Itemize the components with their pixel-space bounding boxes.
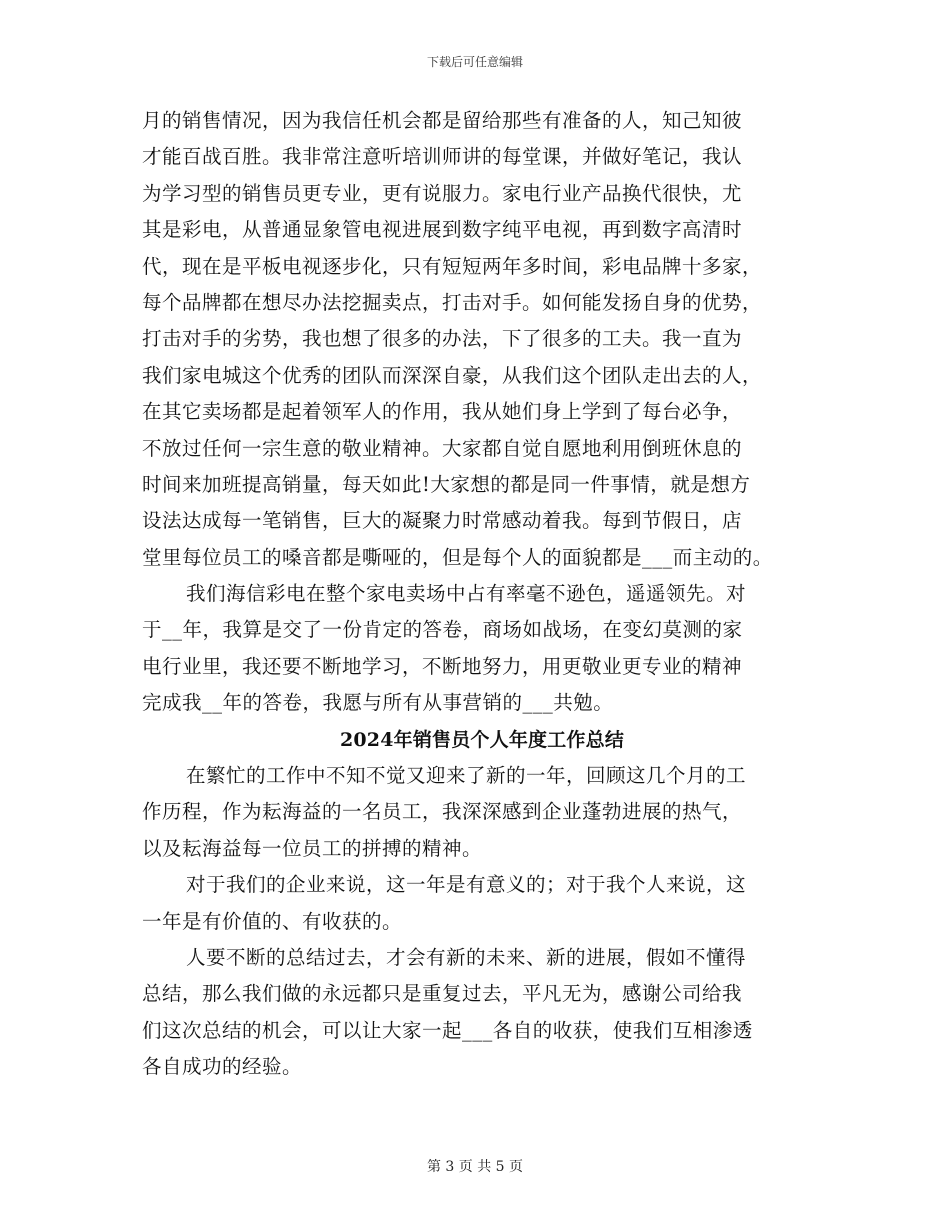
text-line: 对于我们的企业来说，这一年是有意义的；对于我个人来说，这	[186, 873, 747, 897]
text-line: 为学习型的销售员更专业，更有说服力。家电行业产品换代很快，尤	[142, 181, 743, 205]
text-line: 不放过任何一宗生意的敬业精神。大家都自觉自愿地利用倒班休息的	[142, 436, 743, 460]
text-line: 作历程，作为耘海益的一名员工，我深深感到企业蓬勃进展的热气，	[142, 800, 743, 824]
document-body	[142, 103, 822, 1086]
text-line: 人要不断的总结过去，才会有新的未来、新的进展，假如不懂得	[186, 945, 747, 969]
text-line: 我们家电城这个优秀的团队而深深自豪，从我们这个团队走出去的人，	[142, 363, 763, 387]
section-heading: 2024年销售员个人年度工作总结	[339, 728, 625, 751]
text-line: 我们海信彩电在整个家电卖场中占有率毫不逊色，遥遥领先。对	[186, 582, 747, 606]
text-line: 每个品牌都在想尽办法挖掘卖点，打击对手。如何能发扬自身的优势，	[142, 290, 763, 314]
text-line: 时间来加班提高销量，每天如此!大家想的都是同一件事情，就是想方	[142, 472, 751, 496]
text-line: 在其它卖场都是起着领军人的作用，我从她们身上学到了每台必争，	[142, 400, 743, 424]
text-line: 打击对手的劣势，我也想了很多的办法，下了很多的工夫。我一直为	[142, 327, 743, 351]
header-note: 下载后可任意编辑	[426, 55, 523, 69]
text-line: 其是彩电，从普通显象管电视进展到数字纯平电视，再到数字高清时	[142, 218, 743, 242]
text-line: 们这次总结的机会，可以让大家一起___各自的收获，使我们互相渗透	[142, 1018, 753, 1042]
text-line: 电行业里，我还要不断地学习，不断地努力，用更敬业更专业的精神	[142, 654, 743, 678]
text-line: 总结，那么我们做的永远都只是重复过去，平凡无为，感谢公司给我	[142, 982, 743, 1006]
text-line: 一年是有价值的、有收获的。	[142, 909, 403, 933]
text-line: 堂里每位员工的嗓音都是嘶哑的，但是每个人的面貌都是___而主动的。	[142, 545, 773, 569]
text-line: 设法达成每一笔销售，巨大的凝聚力时常感动着我。每到节假日，店	[142, 509, 743, 533]
text-line: 于__年，我算是交了一份肯定的答卷，商场如战场，在变幻莫测的家	[142, 618, 743, 642]
text-line: 才能百战百胜。我非常注意听培训师讲的每堂课，并做好笔记，我认	[142, 145, 743, 169]
text-line: 代，现在是平板电视逐步化，只有短短两年多时间，彩电品牌十多家，	[142, 254, 763, 278]
text-line: 以及耘海益每一位员工的拼搏的精神。	[142, 836, 483, 860]
text-line: 在繁忙的工作中不知不觉又迎来了新的一年，回顾这几个月的工	[186, 764, 747, 788]
text-line: 各自成功的经验。	[142, 1055, 303, 1079]
page-number: 第 3 页 共 5 页	[426, 1159, 524, 1175]
text-line: 完成我__年的答卷，我愿与所有从事营销的___共勉。	[142, 691, 614, 715]
text-line: 月的销售情况，因为我信任机会都是留给那些有准备的人，知己知彼	[142, 109, 743, 132]
